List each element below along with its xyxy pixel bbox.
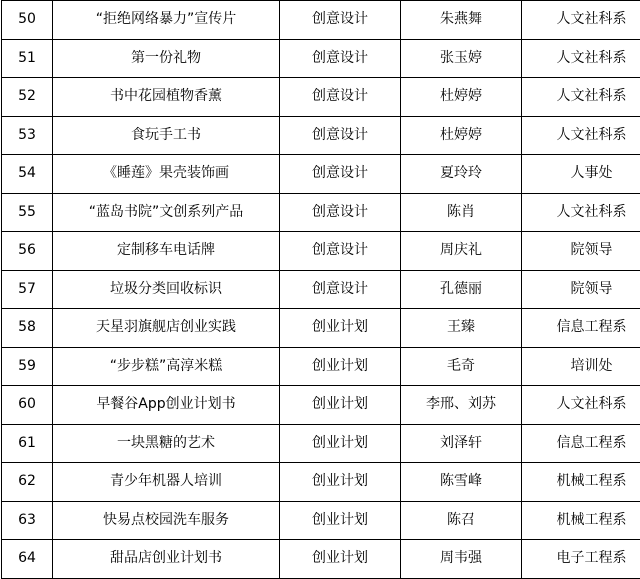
cell-title-text: 垃圾分类回收标识	[55, 281, 277, 298]
cell-dept	[522, 540, 640, 579]
cell-title-text: 食玩手工书	[55, 127, 277, 144]
cell-index	[2, 386, 53, 425]
cell-category	[280, 39, 401, 78]
cell-title	[53, 501, 280, 540]
cell-index	[2, 309, 53, 348]
cell-category	[280, 424, 401, 463]
table-row	[2, 116, 640, 155]
cell-dept	[522, 309, 640, 348]
cell-dept	[522, 39, 640, 78]
cell-dept-text: 人文社科系	[524, 88, 640, 105]
cell-person	[401, 424, 522, 463]
cell-person-text: 孔德丽	[403, 281, 519, 298]
cell-title	[53, 270, 280, 309]
cell-category-text: 创意设计	[282, 281, 398, 298]
cell-person	[401, 1, 522, 40]
cell-index	[2, 116, 53, 155]
cell-dept	[522, 270, 640, 309]
cell-category	[280, 386, 401, 425]
cell-index-text: 56	[4, 242, 50, 259]
cell-person	[401, 463, 522, 502]
cell-person	[401, 501, 522, 540]
cell-category-text: 创意设计	[282, 165, 398, 182]
cell-person-text: 杜婷婷	[403, 88, 519, 105]
cell-dept-text: 人文社科系	[524, 11, 640, 28]
cell-title	[53, 78, 280, 117]
cell-dept-text: 信息工程系	[524, 319, 640, 336]
cell-title-text: “蓝岛书院”文创系列产品	[55, 204, 277, 221]
cell-person	[401, 309, 522, 348]
cell-category-text: 创业计划	[282, 512, 398, 529]
cell-index	[2, 232, 53, 271]
cell-dept-text: 培训处	[524, 358, 640, 375]
cell-category-text: 创业计划	[282, 435, 398, 452]
cell-category-text: 创意设计	[282, 50, 398, 67]
cell-title	[53, 309, 280, 348]
cell-title-text: 书中花园植物香薰	[55, 88, 277, 105]
cell-title	[53, 424, 280, 463]
cell-index-text: 63	[4, 512, 50, 529]
cell-dept	[522, 424, 640, 463]
cell-index-text: 61	[4, 435, 50, 452]
cell-person-text: 周韦强	[403, 550, 519, 567]
table-body	[2, 1, 640, 579]
cell-person-text: 杜婷婷	[403, 127, 519, 144]
cell-index	[2, 540, 53, 579]
cell-category-text: 创意设计	[282, 127, 398, 144]
cell-index	[2, 424, 53, 463]
cell-category-text: 创意设计	[282, 242, 398, 259]
cell-index-text: 53	[4, 127, 50, 144]
table-row	[2, 386, 640, 425]
cell-person	[401, 347, 522, 386]
cell-person-text: 朱燕舞	[403, 11, 519, 28]
cell-dept-text: 人文社科系	[524, 396, 640, 413]
cell-person	[401, 39, 522, 78]
cell-person-text: 陈召	[403, 512, 519, 529]
cell-person-text: 周庆礼	[403, 242, 519, 259]
cell-dept	[522, 463, 640, 502]
table-row	[2, 501, 640, 540]
table-row	[2, 347, 640, 386]
cell-category-text: 创业计划	[282, 319, 398, 336]
table-row	[2, 232, 640, 271]
cell-index	[2, 501, 53, 540]
cell-category	[280, 501, 401, 540]
cell-category-text: 创意设计	[282, 88, 398, 105]
cell-category-text: 创业计划	[282, 358, 398, 375]
cell-title	[53, 155, 280, 194]
cell-index-text: 62	[4, 473, 50, 490]
cell-category	[280, 78, 401, 117]
project-list-table	[1, 0, 640, 579]
cell-dept-text: 院领导	[524, 281, 640, 298]
cell-title-text: 《睡莲》果壳装饰画	[55, 165, 277, 182]
cell-person	[401, 116, 522, 155]
cell-index	[2, 463, 53, 502]
cell-dept	[522, 78, 640, 117]
cell-index-text: 58	[4, 319, 50, 336]
cell-person	[401, 193, 522, 232]
cell-category	[280, 1, 401, 40]
cell-category	[280, 232, 401, 271]
cell-dept-text: 人文社科系	[524, 204, 640, 221]
cell-category	[280, 309, 401, 348]
cell-index	[2, 39, 53, 78]
cell-category-text: 创业计划	[282, 396, 398, 413]
cell-dept-text: 机械工程系	[524, 512, 640, 529]
cell-category	[280, 116, 401, 155]
cell-title	[53, 1, 280, 40]
cell-index	[2, 155, 53, 194]
cell-person	[401, 386, 522, 425]
cell-dept-text: 机械工程系	[524, 473, 640, 490]
cell-title	[53, 39, 280, 78]
table-row	[2, 540, 640, 579]
cell-dept-text: 电子工程系	[524, 550, 640, 567]
table-row	[2, 309, 640, 348]
cell-category	[280, 270, 401, 309]
cell-dept	[522, 501, 640, 540]
cell-dept	[522, 193, 640, 232]
cell-index-text: 59	[4, 358, 50, 375]
cell-title-text: “拒绝网络暴力”宣传片	[55, 11, 277, 28]
table-row	[2, 193, 640, 232]
cell-title	[53, 386, 280, 425]
cell-dept-text: 人文社科系	[524, 50, 640, 67]
table-row	[2, 1, 640, 40]
cell-category	[280, 347, 401, 386]
cell-index-text: 51	[4, 50, 50, 67]
cell-person	[401, 155, 522, 194]
cell-title	[53, 232, 280, 271]
table-row	[2, 39, 640, 78]
table-row	[2, 270, 640, 309]
cell-category-text: 创业计划	[282, 550, 398, 567]
cell-index	[2, 78, 53, 117]
cell-dept-text: 院领导	[524, 242, 640, 259]
cell-dept-text: 信息工程系	[524, 435, 640, 452]
cell-title	[53, 347, 280, 386]
cell-title-text: 甜品店创业计划书	[55, 550, 277, 567]
cell-dept	[522, 386, 640, 425]
cell-person-text: 刘泽轩	[403, 435, 519, 452]
cell-category	[280, 155, 401, 194]
cell-dept	[522, 232, 640, 271]
table-row	[2, 463, 640, 502]
cell-dept	[522, 116, 640, 155]
cell-index-text: 57	[4, 281, 50, 298]
cell-index-text: 50	[4, 11, 50, 28]
cell-person-text: 毛奇	[403, 358, 519, 375]
cell-index-text: 55	[4, 204, 50, 221]
cell-title-text: 青少年机器人培训	[55, 473, 277, 490]
cell-category	[280, 193, 401, 232]
cell-title-text: “步步糕”高淳米糕	[55, 358, 277, 375]
cell-person-text: 陈雪峰	[403, 473, 519, 490]
cell-title	[53, 540, 280, 579]
cell-index	[2, 1, 53, 40]
cell-index	[2, 193, 53, 232]
cell-dept	[522, 155, 640, 194]
cell-title-text: 天星羽旗舰店创业实践	[55, 319, 277, 336]
cell-title-text: 一块黑糖的艺术	[55, 435, 277, 452]
table-row	[2, 78, 640, 117]
cell-person-text: 李邢、刘苏	[403, 396, 519, 413]
cell-dept	[522, 347, 640, 386]
cell-dept-text: 人事处	[524, 165, 640, 182]
cell-person	[401, 78, 522, 117]
table-row	[2, 155, 640, 194]
cell-title-text: 快易点校园洗车服务	[55, 512, 277, 529]
cell-person	[401, 232, 522, 271]
cell-category-text: 创业计划	[282, 473, 398, 490]
cell-title-text: 第一份礼物	[55, 50, 277, 67]
cell-index-text: 52	[4, 88, 50, 105]
cell-person-text: 夏玲玲	[403, 165, 519, 182]
cell-dept-text: 人文社科系	[524, 127, 640, 144]
cell-category-text: 创意设计	[282, 11, 398, 28]
cell-index-text: 64	[4, 550, 50, 567]
cell-category	[280, 463, 401, 502]
cell-person-text: 王臻	[403, 319, 519, 336]
cell-title-text: 早餐谷App创业计划书	[55, 396, 277, 413]
cell-dept	[522, 1, 640, 40]
cell-title	[53, 116, 280, 155]
cell-index	[2, 347, 53, 386]
cell-person-text: 陈肖	[403, 204, 519, 221]
cell-person	[401, 540, 522, 579]
cell-category	[280, 540, 401, 579]
cell-index-text: 60	[4, 396, 50, 413]
cell-title	[53, 463, 280, 502]
table-row	[2, 424, 640, 463]
cell-title	[53, 193, 280, 232]
cell-category-text: 创意设计	[282, 204, 398, 221]
cell-title-text: 定制移车电话牌	[55, 242, 277, 259]
cell-index-text: 54	[4, 165, 50, 182]
cell-index	[2, 270, 53, 309]
cell-person-text: 张玉婷	[403, 50, 519, 67]
cell-person	[401, 270, 522, 309]
